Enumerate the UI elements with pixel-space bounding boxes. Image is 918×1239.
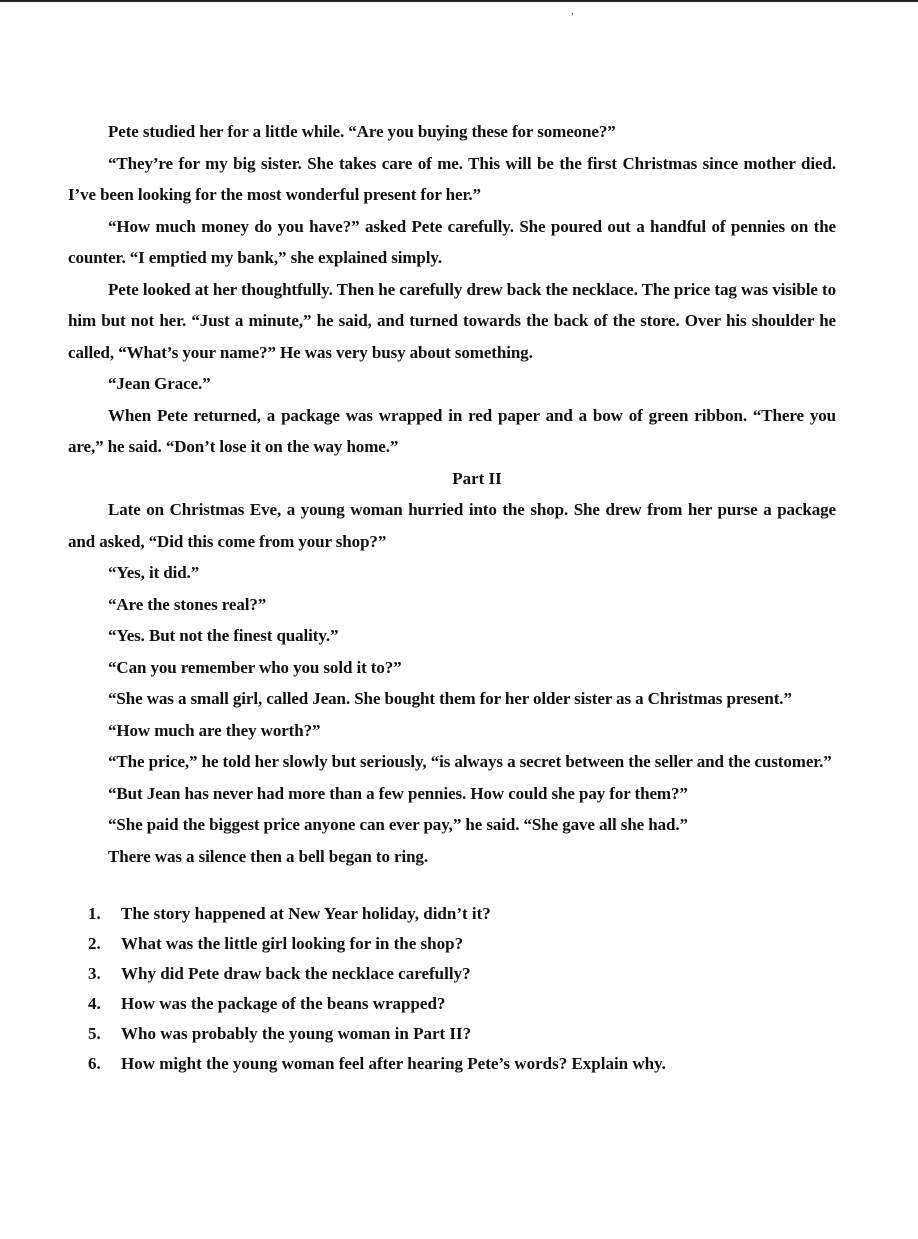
story-paragraph: “Can you remember who you sold it to?” [108,657,402,677]
story-paragraph: Late on Christmas Eve, a young woman hurried into the shop. She drew from her purse a package and asked, “Did this come from your shop?” [68,500,836,551]
question-list [68,899,836,1079]
story-paragraph: Pete looked at her thoughtfully. Then he carefully drew back the necklace. The price tag was visible to him but not her. “Just a minute,” he said, and turned towards the back of the store. Over his shoulder he called, “What’s your name?” He was very busy about something. [68,279,836,362]
scan-mark: , [571,6,574,17]
question-text: The story happened at New Year holiday, didn’t it? [121,904,491,923]
question-item [88,929,836,959]
story-paragraph: “But Jean has never had more than a few pennies. How could she pay for them?” [108,783,688,803]
worksheet-page [68,116,836,1079]
story-part-2 [68,494,836,872]
story-paragraph: “Yes. But not the finest quality.” [108,626,339,645]
story-part-1 [68,116,836,463]
question-number: 1. [88,904,101,923]
question-item [88,959,836,989]
question-number: 2. [88,934,101,953]
story-paragraph: “How much money do you have?” asked Pete carefully. She poured out a handful of pennies on the counter. “I emptied my bank,” she explained simply. [68,216,836,267]
question-text: Why did Pete draw back the necklace carefully? [121,964,471,983]
story-paragraph: There was a silence then a bell began to ring. [108,846,428,866]
question-text: How was the package of the beans wrapped? [121,994,446,1013]
top-border-line [0,0,918,2]
story-paragraph: Pete studied her for a little while. “Are you buying these for someone?” [108,122,616,141]
question-item [88,1049,836,1079]
story-paragraph: “Jean Grace.” [108,374,211,393]
story-paragraph: “Are the stones real?” [108,594,267,614]
story-paragraph: “She paid the biggest price anyone can ever pay,” he said. “She gave all she had.” [108,815,688,834]
question-item [88,899,836,929]
question-item [88,1019,836,1049]
story-paragraph: “Yes, it did.” [108,563,200,582]
question-text: How might the young woman feel after hearing Pete’s words? Explain why. [121,1054,666,1073]
question-number: 5. [88,1024,101,1043]
question-number: 6. [88,1054,101,1073]
story-paragraph: “She was a small girl, called Jean. She bought them for her older sister as a Christmas present.” [108,689,792,708]
question-number: 4. [88,994,101,1013]
story-paragraph: When Pete returned, a package was wrapped in red paper and a bow of green ribbon. “There you are,” he said. “Don’t lose it on the way home.” [68,405,836,456]
question-text: What was the little girl looking for in the shop? [121,934,464,953]
question-item [88,989,836,1019]
story-paragraph: “How much are they worth?” [108,720,321,740]
question-text: Who was probably the young woman in Part II? [121,1024,472,1043]
story-paragraph: “The price,” he told her slowly but seriously, “is always a secret between the seller and the customer.” [108,752,832,771]
part-two-heading: Part II [452,468,502,488]
story-paragraph: “They’re for my big sister. She takes care of me. This will be the first Christmas since mother died. I’ve been looking for the most wonderful present for her.” [68,153,836,204]
question-number: 3. [88,964,101,983]
